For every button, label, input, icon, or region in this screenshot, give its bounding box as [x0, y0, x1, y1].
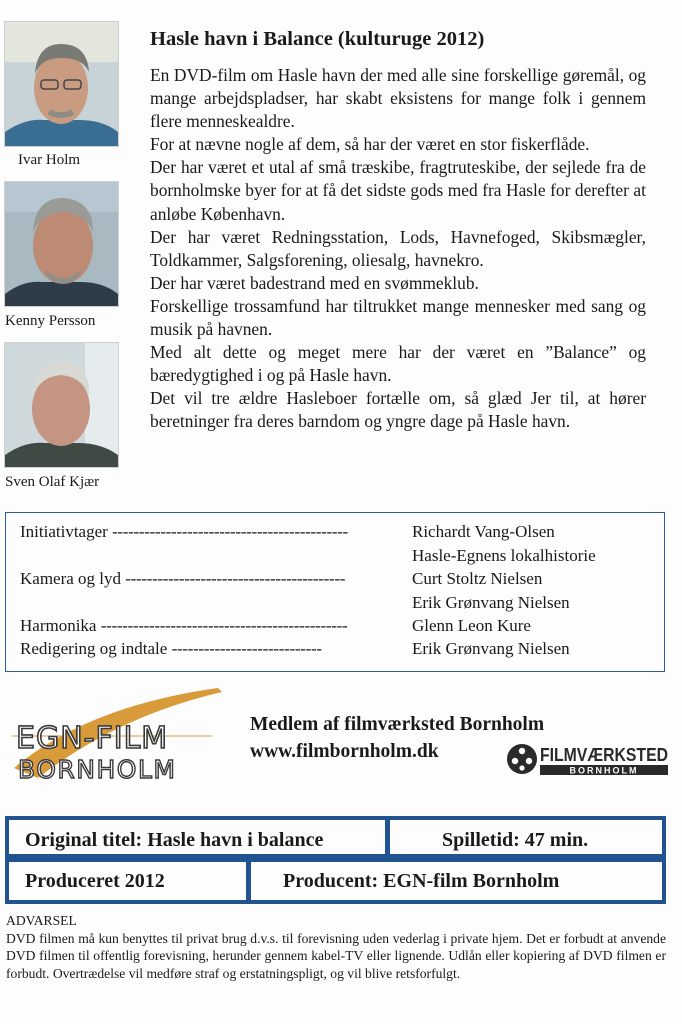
portrait-ivar-holm — [4, 21, 119, 147]
runtime-box — [386, 816, 666, 858]
credit-row — [20, 639, 660, 663]
credit-row — [20, 593, 660, 617]
credit-role: Initiativtager — [20, 522, 108, 541]
credit-role: Redigering og indtale — [20, 639, 168, 658]
credit-person: Curt Stoltz Nielsen — [412, 569, 543, 588]
caption-sven-olaf-kjaer: Sven Olaf Kjær — [5, 474, 100, 490]
credit-person: Erik Grønvang Nielsen — [412, 639, 570, 658]
credit-row — [20, 522, 660, 546]
credit-person: Richardt Vang-Olsen — [412, 522, 555, 541]
article-paragraph: Der har været badestrand med en svømmeklub. — [150, 272, 479, 293]
producer: Producent: EGN-film Bornholm — [283, 869, 560, 892]
runtime: Spilletid: 47 min. — [442, 829, 589, 851]
fv-logo-line2: BORNHOLM — [569, 765, 639, 776]
filmvaerksted-logo — [506, 739, 670, 777]
credit-dashes: -------------------------------------------- — [112, 522, 348, 541]
credit-row — [20, 616, 660, 640]
article-paragraph: Der har været Redningsstation, Lods, Havnefoged, Skibsmægler, Toldkammer, Salgsforening, oliesalg, havnekro. — [150, 226, 646, 270]
produced-box — [5, 858, 250, 904]
egn-film-logo — [8, 686, 226, 786]
credit-role: Kamera og lyd — [20, 569, 122, 588]
article-paragraph: En DVD-film om Hasle havn der med alle sine forskellige gøremål, og mange arbejdspladser, har skabt eksistens for mange folk i gennem flere menneskealdre. — [150, 65, 646, 132]
credit-row — [20, 569, 660, 593]
article-paragraph: Der har været et utal af små træskibe, fragtruteskibe, der sejlede fra de bornholmske byer for at få det sidste gods med fra Hasle for derefter at anløbe København. — [150, 157, 646, 224]
caption-ivar-holm: Ivar Holm — [18, 152, 81, 168]
article-body — [150, 64, 646, 434]
credit-row — [20, 546, 660, 570]
member-line: Medlem af filmværksted Bornholm — [250, 714, 545, 735]
credit-role: Harmonika — [20, 616, 97, 635]
warning-text: DVD filmen må kun benyttes til privat brug d.v.s. til forevisning uden vederlag i private hjem. Det er forbudt at anvende DVD filmen til offentlig forevisning, herunder gennem kabel-TV eller lignende. Udlån eller kopiering af DVD filmen er forbudt. Overtrædelse vil medføre straf og erstatningspligt, og vil blive retsforfulgt. — [6, 930, 666, 981]
portrait-kenny-persson — [4, 181, 119, 307]
credit-dashes: ----------------------------------------- — [125, 569, 346, 588]
logo-line1: EGN-FILM — [16, 721, 169, 756]
article-paragraph: Det vil tre ældre Hasleboer fortælle om, så glæd Jer til, at hører beretninger fra deres barndom og yngre dage på Hasle havn. — [150, 388, 646, 432]
original-title-box — [5, 816, 389, 858]
article-paragraph: For at nævne nogle af dem, så har der været en stor fiskerflåde. — [150, 134, 590, 155]
member-website: www.filmbornholm.dk — [250, 741, 439, 762]
caption-kenny-persson: Kenny Persson — [5, 313, 96, 329]
produced-year: Produceret 2012 — [25, 869, 165, 892]
credits-box — [5, 512, 665, 672]
article-title: Hasle havn i Balance (kulturuge 2012) — [150, 28, 485, 50]
credit-person: Hasle-Egnens lokalhistorie — [412, 546, 596, 565]
article-paragraph: Med alt dette og meget mere har der været en ”Balance” og bæredygtighed i og på Hasle havn. — [150, 342, 646, 386]
warning-block — [6, 912, 666, 982]
original-title: Original titel: Hasle havn i balance — [25, 829, 324, 851]
producer-box — [247, 858, 666, 904]
logo-line2: BORNHOLM — [18, 755, 177, 784]
credit-dashes: ---------------------------- — [171, 639, 322, 658]
credit-person: Glenn Leon Kure — [412, 616, 531, 635]
article-paragraph: Forskellige trossamfund har tiltrukket mange mennesker med sang og musik på havnen. — [150, 295, 646, 340]
credit-person: Erik Grønvang Nielsen — [412, 593, 570, 612]
portrait-sven-olaf-kjaer — [4, 342, 119, 468]
fv-logo-line1: FILMVÆRKSTED — [540, 745, 668, 765]
credit-dashes: ---------------------------------------------- — [100, 616, 348, 635]
warning-heading: ADVARSEL — [6, 913, 77, 928]
member-block — [250, 711, 544, 765]
